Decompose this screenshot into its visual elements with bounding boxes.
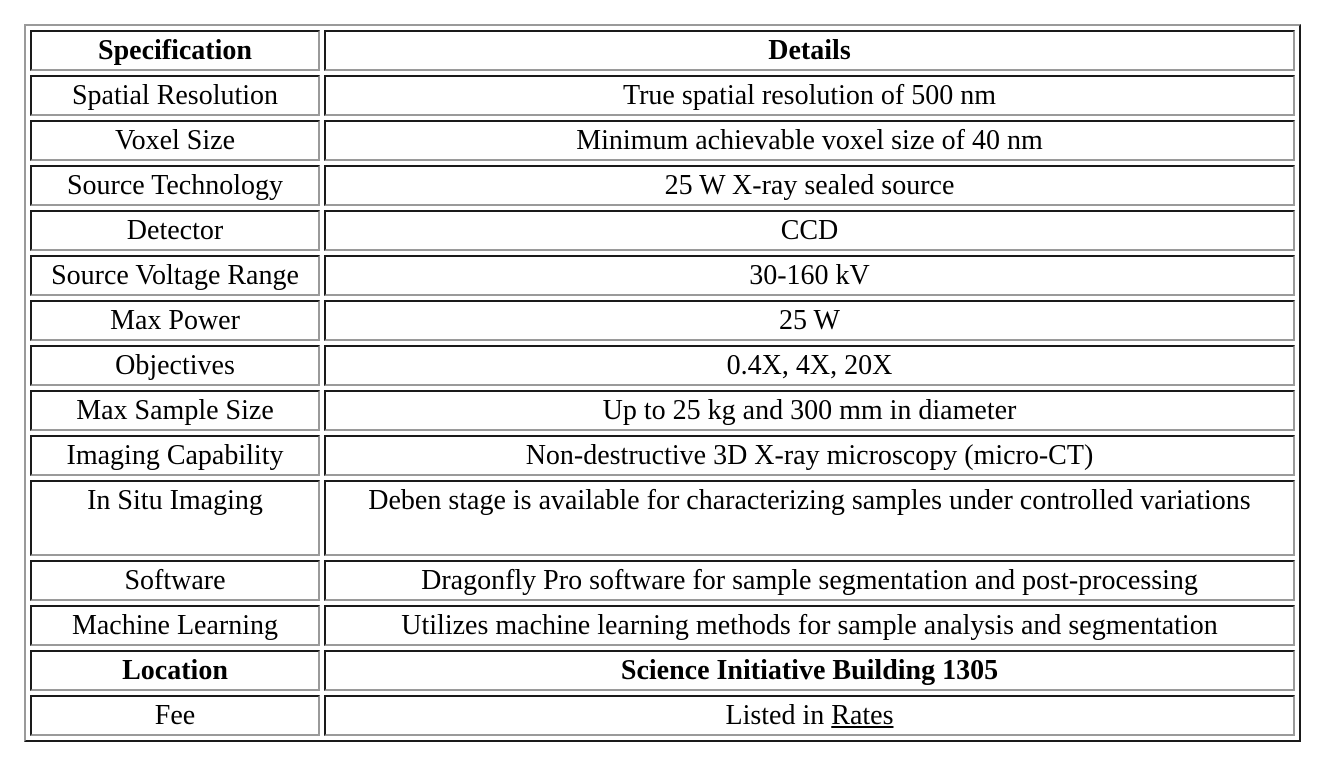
fee-label: Fee [30,695,320,736]
location-row [30,650,1295,691]
table-row [30,75,1295,116]
table-row [30,210,1295,251]
rates-link[interactable]: Rates [831,700,894,731]
location-value: Science Initiative Building 1305 [324,650,1295,691]
table-row [30,390,1295,431]
fee-prefix: Listed in [725,700,825,731]
spec-cell: Software [30,560,320,601]
location-label: Location [30,650,320,691]
spec-cell: Source Voltage Range [30,255,320,296]
details-cell: Utilizes machine learning methods for sample analysis and segmentation [324,605,1295,646]
details-header: Details [324,30,1295,71]
table-row [30,120,1295,161]
spec-cell: Max Sample Size [30,390,320,431]
details-cell: True spatial resolution of 500 nm [324,75,1295,116]
details-cell: 0.4X, 4X, 20X [324,345,1295,386]
table-row [30,255,1295,296]
details-cell: Non-destructive 3D X-ray microscopy (micro-CT) [324,435,1295,476]
details-cell: Deben stage is available for characterizing samples under controlled variations [324,480,1295,556]
spec-cell: In Situ Imaging [30,480,320,556]
fee-row [30,695,1295,736]
details-cell: Up to 25 kg and 300 mm in diameter [324,390,1295,431]
spec-cell: Spatial Resolution [30,75,320,116]
table-row [30,165,1295,206]
details-cell: Minimum achievable voxel size of 40 nm [324,120,1295,161]
details-cell: CCD [324,210,1295,251]
spec-cell: Max Power [30,300,320,341]
table-row [30,435,1295,476]
details-cell: Dragonfly Pro software for sample segmentation and post-processing [324,560,1295,601]
specification-header: Specification [30,30,320,71]
table-row [30,480,1295,556]
table-row [30,345,1295,386]
details-cell: 25 W X-ray sealed source [324,165,1295,206]
fee-value [324,695,1295,736]
table-row [30,300,1295,341]
spec-cell: Detector [30,210,320,251]
specification-table [24,24,1301,742]
table-row [30,605,1295,646]
table-row [30,560,1295,601]
spec-cell: Machine Learning [30,605,320,646]
spec-cell: Imaging Capability [30,435,320,476]
header-row [30,30,1295,71]
details-cell: 25 W [324,300,1295,341]
spec-cell: Source Technology [30,165,320,206]
spec-cell: Objectives [30,345,320,386]
details-cell: 30-160 kV [324,255,1295,296]
spec-cell: Voxel Size [30,120,320,161]
